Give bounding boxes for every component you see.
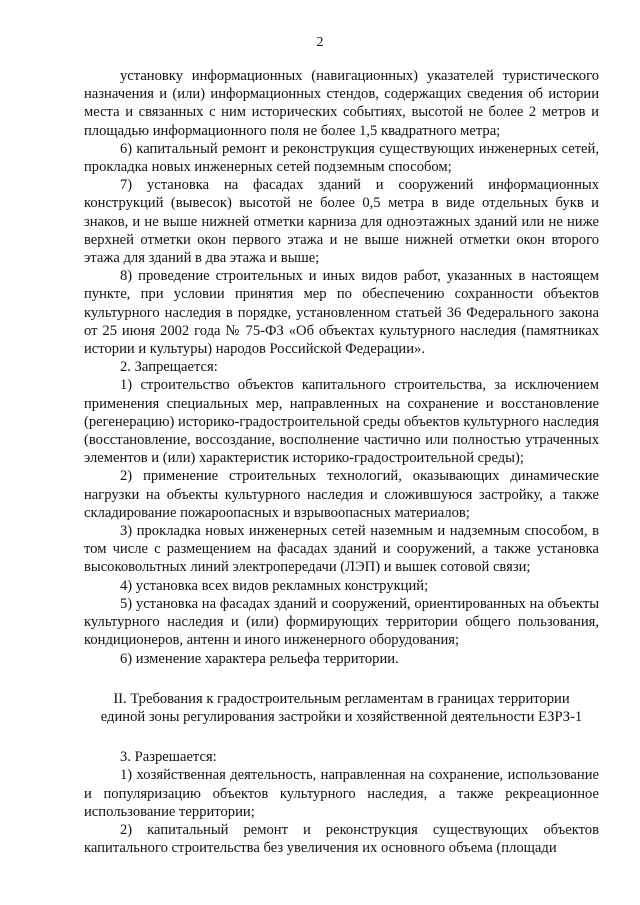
paragraph: 2. Запрещается: <box>120 359 218 376</box>
paragraph: 3. Разрешается: <box>120 749 217 766</box>
section-heading <box>84 690 599 726</box>
paragraph: 2) капитальный ремонт и реконструкция существующих объектов капитального строительства без увеличения их основного объема (площади <box>84 821 599 857</box>
paragraph: 1) хозяйственная деятельность, направленная на сохранение, использование и популяризацию объектов культурного наследия, а также рекреационное использование территории; <box>84 767 599 820</box>
paragraph: 7) установка на фасадах зданий и сооружений информационных конструкций (вывесок) высотой не более 0,5 метра в виде отдельных букв и знаков, и не выше нижней отметки карниза для одноэтажных зданий или не ниже верхней отметки окон первого этажа и не выше нижней отметки окон второго этажа для зданий в два этажа и выше; <box>84 177 599 267</box>
section-heading-line: единой зоны регулирования застройки и хозяйственной деятельности ЕЗРЗ-1 <box>100 708 583 725</box>
paragraph: 8) проведение строительных и иных видов работ, указанных в настоящем пункте, при условии принятия мер по обеспечению сохранности объектов культурного наследия в порядке, установленном статьей 36 Федерального закона от 25 июня 2002 года № 75-ФЗ «Об объектах культурного наследия (памятниках истории и культуры) народов Российской Федерации». <box>84 268 599 358</box>
paragraph: 5) установка на фасадах зданий и сооружений, ориентированных на объекты культурного наследия и (или) формирующих территории общего пользования, кондиционеров, антенн и иного инженерного оборудования; <box>84 595 599 649</box>
paragraph: установку информационных (навигационных) указателей туристического назначения и (или) информационных стендов, содержащих сведения об истории места и связанных с ним исторических событиях, высотой не более 2 метров и площадью информационного поля не более 1,5 квадратного метра; <box>84 68 599 139</box>
paragraph: 6) капитальный ремонт и реконструкция существующих инженерных сетей, прокладка новых инженерных сетей подземным способом; <box>84 140 599 176</box>
paragraph: 6) изменение характера рельефа территории. <box>120 650 399 667</box>
paragraph: 4) установка всех видов рекламных конструкций; <box>120 577 429 594</box>
section-heading-line: II. Требования к градостроительным регламентам в границах территории <box>113 690 570 707</box>
paragraph: 2) применение строительных технологий, оказывающих динамические нагрузки на объекты культурного наследия и сложившуюся застройку, а также складирование пожароопасных и взрывоопасных материалов; <box>84 468 599 521</box>
paragraph: 3) прокладка новых инженерных сетей наземным и надземным способом, в том числе с размещением на фасадах зданий и сооружений, а также установка высоковольтных линий электропередачи (ЛЭП) и вышек сотовой связи; <box>84 523 599 576</box>
page-number: 2 <box>316 35 324 50</box>
paragraph: 1) строительство объектов капитального строительства, за исключением применения специальных мер, направленных на сохранение и восстановление (регенерацию) историко-градостроительной среды объектов культурного наследия (восстановление, воссоздание, восполнение частично или полностью утраченных элементов и (или) характеристик историко-градостроительной среды); <box>84 377 599 467</box>
document-body <box>84 67 599 857</box>
